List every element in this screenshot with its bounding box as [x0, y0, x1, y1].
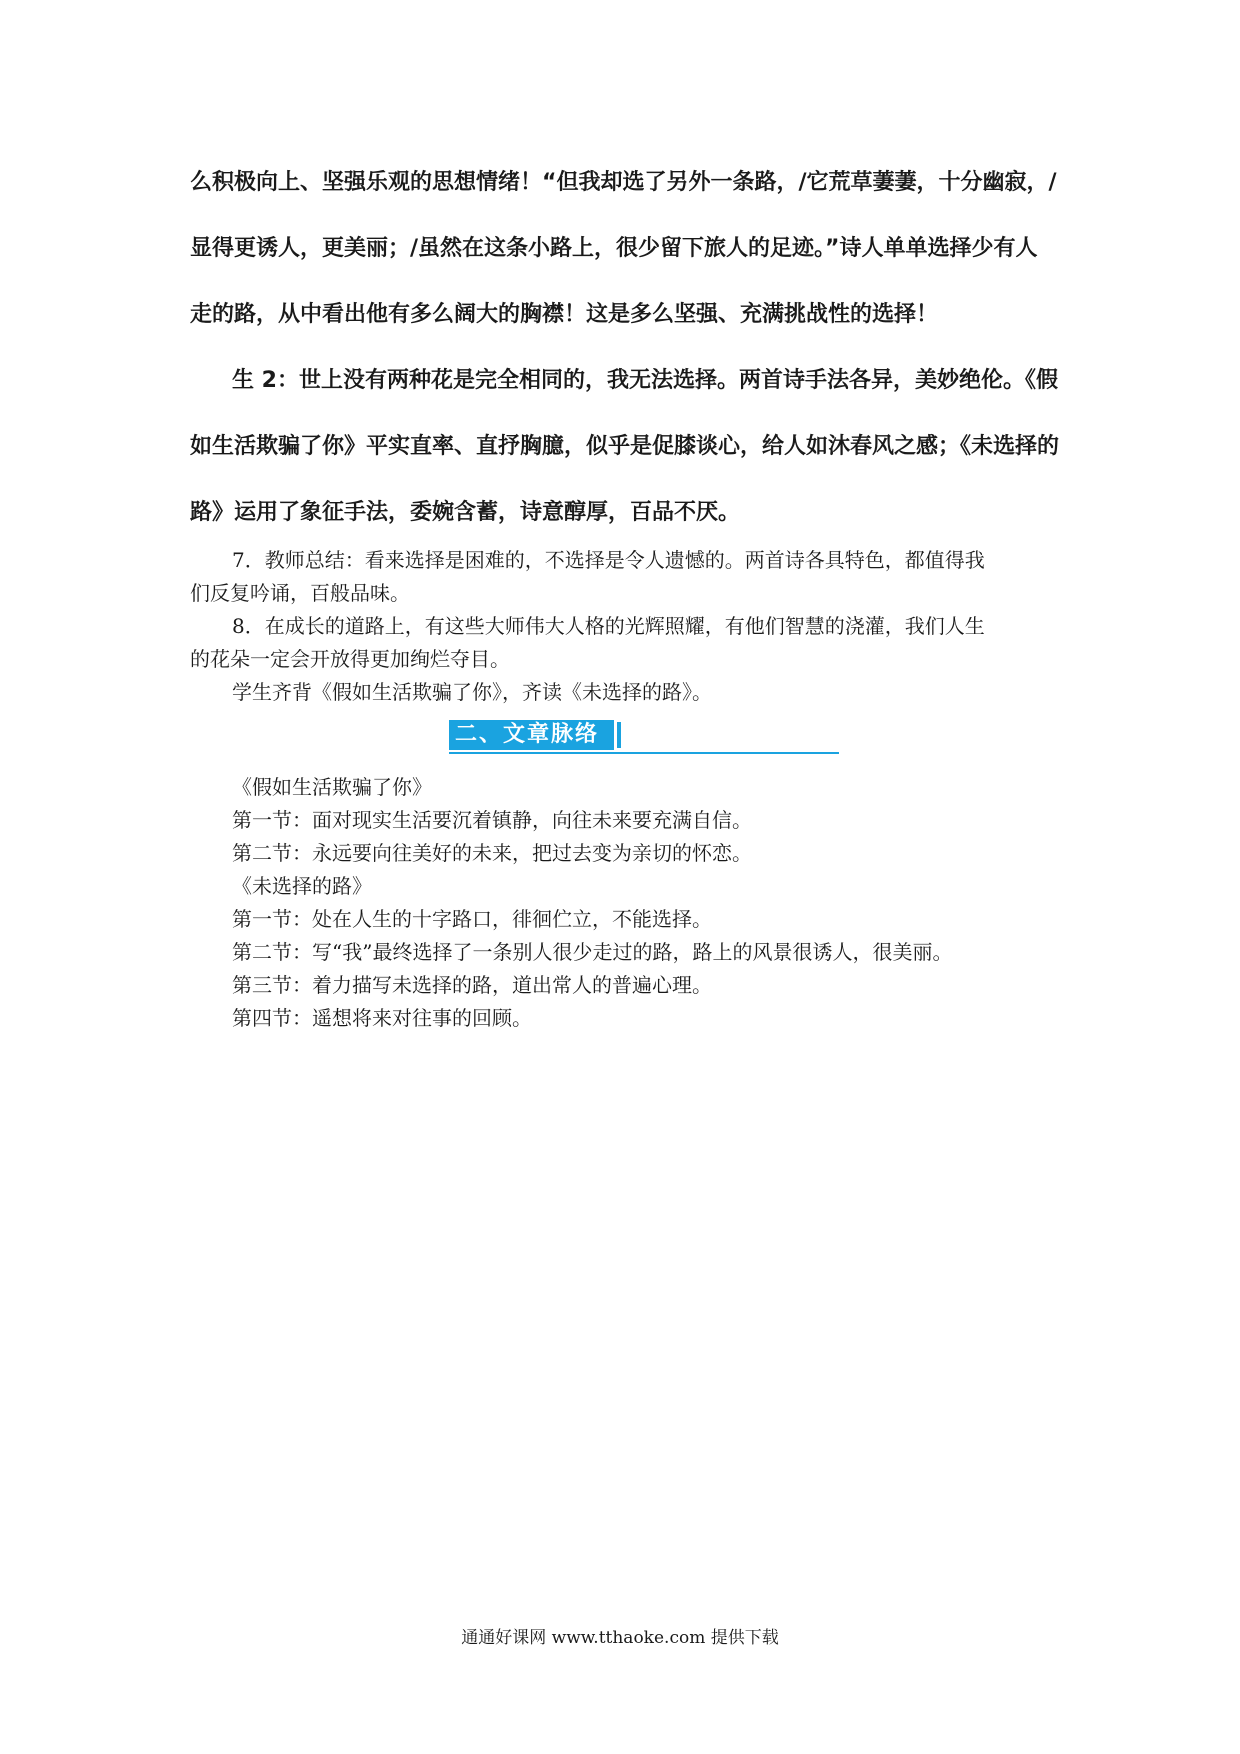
step-8-line: 的花朵一定会开放得更加绚烂夺目。 [190, 647, 510, 671]
footer-credit: 通通好课网 www.tthaoke.com 提供下载 [461, 1628, 779, 1648]
poem-1-title: 《假如生活欺骗了你》 [232, 775, 432, 799]
step-8-line: 8．在成长的道路上，有这些大师伟大人格的光辉照耀，有他们智慧的浇灌，我们人生 [232, 614, 985, 638]
poem-2-section: 第四节：遥想将来对往事的回顾。 [232, 1006, 532, 1030]
recitation-line: 学生齐背《假如生活欺骗了你》，齐读《未选择的路》。 [232, 680, 712, 704]
discussion-line: 显得更诱人，更美丽；/虽然在这条小路上，很少留下旅人的足迹。”诗人单单选择少有人 [190, 236, 1038, 261]
poem-2-title: 《未选择的路》 [232, 874, 372, 898]
poem-2-section: 第一节：处在人生的十字路口，徘徊伫立，不能选择。 [232, 907, 712, 931]
section-heading-title: 二、文章脉络 [449, 720, 614, 750]
student-2-answer-line: 如生活欺骗了你》平实直率、直抒胸臆，似乎是促膝谈心，给人如沐春风之感；《未选择的 [190, 434, 1060, 459]
poem-1-section: 第一节：面对现实生活要沉着镇静，向往未来要充满自信。 [232, 808, 752, 832]
section-heading-bar [617, 722, 621, 748]
poem-2-section: 第二节：写“我”最终选择了一条别人很少走过的路，路上的风景很诱人，很美丽。 [232, 940, 953, 964]
step-7-line: 7．教师总结：看来选择是困难的，不选择是令人遗憾的。两首诗各具特色，都值得我 [232, 548, 985, 572]
poem-1-section: 第二节：永远要向往美好的未来，把过去变为亲切的怀恋。 [232, 841, 752, 865]
student-2-answer-line: 路》运用了象征手法，委婉含蓄，诗意醇厚，百品不厌。 [190, 500, 741, 525]
poem-2-section: 第三节：着力描写未选择的路，道出常人的普遍心理。 [232, 973, 712, 997]
section-heading [449, 720, 839, 754]
student-2-answer-line: 生 2：世上没有两种花是完全相同的，我无法选择。两首诗手法各异，美妙绝伦。《假 [232, 368, 1058, 393]
step-7-line: 们反复吟诵，百般品味。 [190, 581, 410, 605]
discussion-line: 走的路，从中看出他有多么阔大的胸襟！这是多么坚强、充满挑战性的选择！ [190, 302, 939, 327]
discussion-line: 么积极向上、坚强乐观的思想情绪！“但我却选了另外一条路，/它荒草萋萋，十分幽寂，/ [190, 170, 1057, 195]
